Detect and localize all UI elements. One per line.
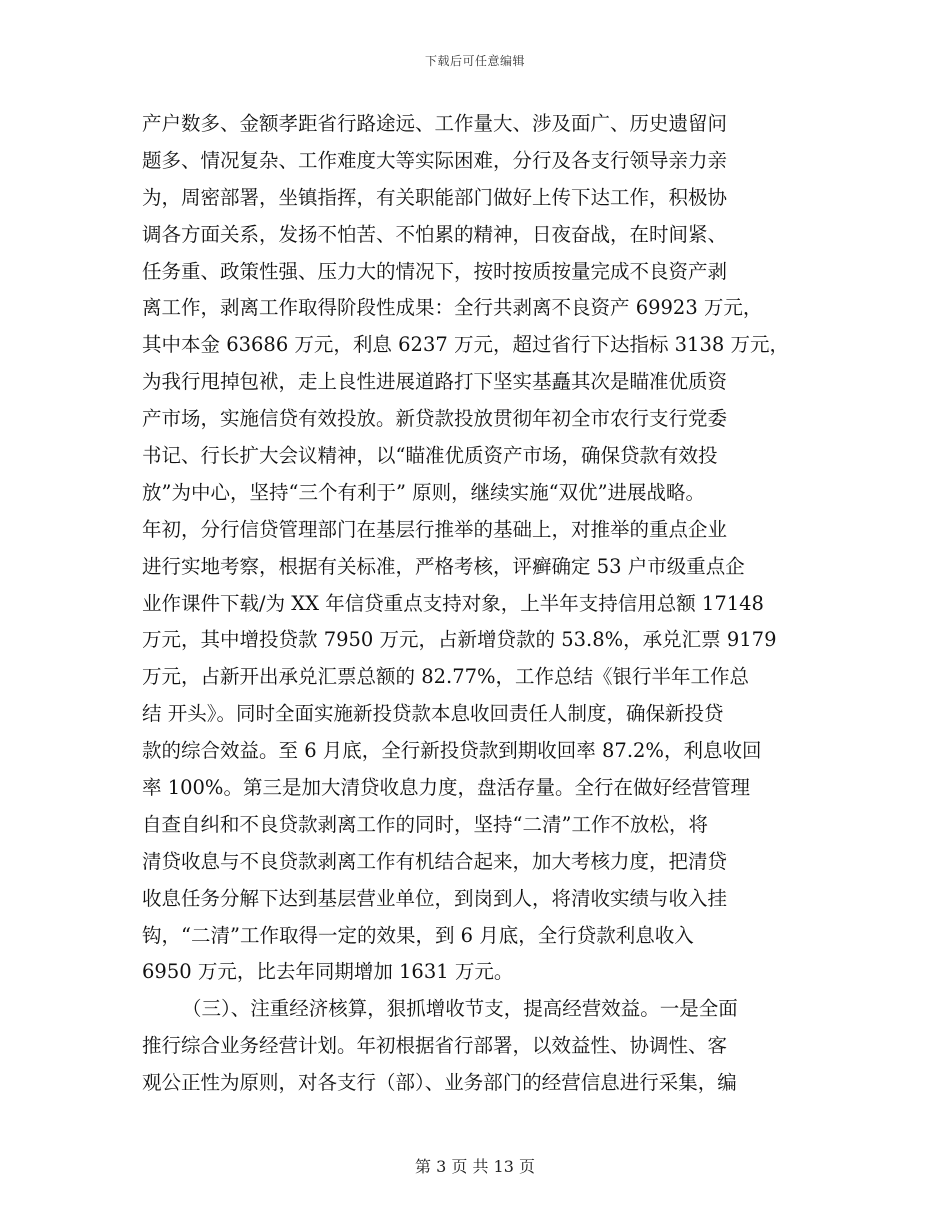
text-line: 推行综合业务经营计划。年初根据省行部署，以效益性、协调性、客 — [142, 1034, 728, 1058]
text-line: 万元，其中增投贷款 7950 万元，占新增贷款的 53.8%，承兑汇票 9179 — [142, 628, 777, 652]
text-line: 其中本金 63686 万元，利息 6237 万元，超过省行下达指标 3138 万元， — [142, 333, 789, 357]
text-line: 为我行甩掉包袱，走上良性进展道路打下坚实基矗其次是瞄准优质资 — [142, 370, 728, 394]
text-line: 书记、行长扩大会议精神，以“瞄准优质资产市场，确保贷款有效投 — [142, 444, 718, 468]
text-line: 清贷收息与不良贷款剥离工作有机结合起来，加大考核力度，把清贷 — [142, 849, 728, 873]
paragraph-start-line: （三）、注重经济核算，狠抓增收节支，提高经营效益。一是全面 — [182, 997, 738, 1021]
text-line: 率 100%。第三是加大清贷收息力度，盘活存量。全行在做好经营管理 — [142, 776, 750, 800]
text-line: 产市场，实施信贷有效投放。新贷款投放贯彻年初全市农行支行党委 — [142, 407, 728, 431]
text-line: 放”为中心，坚持“三个有利于” 原则，继续实施“双优”进展战略。 — [142, 480, 706, 504]
text-line: 题多、情况复杂、工作难度大等实际困难，分行及各支行领导亲力亲 — [142, 148, 728, 172]
text-line: 款的综合效益。至 6 月底，全行新投贷款到期收回率 87.2%，利息收回 — [142, 739, 762, 763]
text-line: 任务重、政策性强、压力大的情况下，按时按质按量完成不良资产剥 — [142, 259, 728, 283]
page-header: 下载后可任意编辑 — [424, 54, 525, 68]
text-line: 万元，占新开出承兑汇票总额的 82.77%，工作总结《银行半年工作总 — [142, 665, 750, 689]
text-line: 离工作，剥离工作取得阶段性成果：全行共剥离不良资产 69923 万元， — [142, 296, 763, 320]
text-line: 为，周密部署，坐镇指挥，有关职能部门做好上传下达工作，积极协 — [142, 185, 728, 209]
text-line: 钩，“二清”工作取得一定的效果，到 6 月底，全行贷款利息收入 — [142, 923, 694, 947]
text-line: 业作课件下载/为 XX 年信贷重点支持对象，上半年支持信用总额 17148 — [142, 591, 764, 615]
text-line: 观公正性为原则，对各支行（部）、业务部门的经营信息进行采集，编 — [142, 1071, 737, 1095]
text-line: 年初，分行信贷管理部门在基层行推举的基础上，对推举的重点企业 — [142, 517, 728, 541]
text-line: 结 开头》。同时全面实施新投贷款本息收回责任人制度，确保新投贷 — [142, 702, 724, 726]
page-number-footer: 第 3 页 共 13 页 — [415, 1157, 535, 1176]
text-line: 调各方面关系，发扬不怕苦、不怕累的精神，日夜奋战，在时间紧、 — [142, 222, 728, 246]
text-line: 产户数多、金额孝距省行路途远、工作量大、涉及面广、历史遗留问 — [142, 112, 728, 135]
text-line: 收息任务分解下达到基层营业单位，到岗到人，将清收实绩与收入挂 — [142, 886, 728, 910]
text-line: 自查自纠和不良贷款剥离工作的同时，坚持“二清”工作不放松，将 — [142, 812, 708, 836]
document-body — [142, 106, 808, 1102]
text-line: 进行实地考察，根据有关标准，严格考核，评癣确定 53 户市级重点企 — [142, 554, 745, 578]
text-line: 6950 万元，比去年同期增加 1631 万元。 — [142, 960, 514, 984]
